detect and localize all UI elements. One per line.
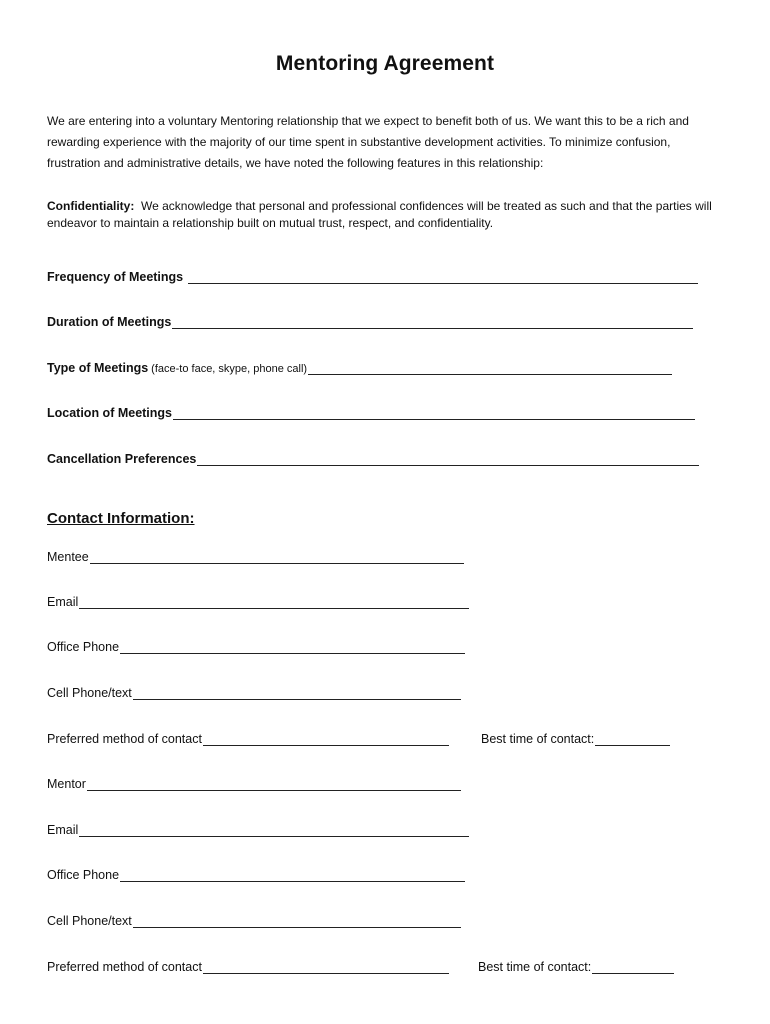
mentor-preferred-label: Preferred method of contact [47,960,202,974]
frequency-row [47,264,698,284]
mentor-preferred-row [47,954,449,974]
mentor-best-time-label: Best time of contact: [478,960,592,974]
document-title: Mentoring Agreement [275,52,495,75]
mentee-email-label: Email [47,595,79,609]
location-field[interactable] [173,407,695,420]
mentee-preferred-label: Preferred method of contact [47,732,202,746]
mentee-label: Mentee [47,550,89,564]
duration-row [47,309,693,329]
mentor-label: Mentor [47,777,86,791]
frequency-field[interactable] [188,271,698,284]
mentor-field[interactable] [87,778,461,791]
mentor-cell-phone-label: Cell Phone/text [47,914,132,928]
mentor-cell-phone-row [47,908,461,928]
mentor-office-phone-label: Office Phone [47,868,120,882]
mentor-email-row [47,817,469,837]
mentee-office-phone-field[interactable] [120,641,465,654]
type-hint: (face-to face, skype, phone call) [151,363,308,375]
confidentiality-text: We acknowledge that personal and professional confidences will be treated as such and that the parties will endeavor to maintain a relationship built on mutual trust, respect, and confidentiality. [47,199,712,230]
cancellation-label: Cancellation Preferences [47,452,197,466]
type-label: Type of Meetings [47,361,149,375]
mentor-email-field[interactable] [79,824,469,837]
mentee-preferred-row [47,726,449,746]
cancellation-field[interactable] [197,453,699,466]
cancellation-row [47,446,699,466]
mentor-row [47,771,461,791]
type-field[interactable] [308,362,672,375]
location-label: Location of Meetings [47,406,172,420]
type-row [47,355,672,375]
mentee-best-time-row [481,726,670,746]
mentor-best-time-row [478,954,674,974]
mentee-cell-phone-row [47,680,461,700]
mentee-row [47,544,464,564]
mentee-field[interactable] [90,551,464,564]
mentor-best-time-field[interactable] [592,961,674,974]
frequency-label: Frequency of Meetings [47,270,184,284]
mentee-email-row [47,589,469,609]
location-row [47,400,695,420]
mentor-preferred-field[interactable] [203,961,449,974]
mentee-office-phone-row [47,634,465,654]
mentor-cell-phone-field[interactable] [133,915,461,928]
mentor-office-phone-field[interactable] [120,869,465,882]
contact-heading: Contact Information: [47,510,195,527]
mentee-email-field[interactable] [79,596,469,609]
intro-paragraph: We are entering into a voluntary Mentoring relationship that we expect to benefit both of us. We want this to be a rich and rewarding experience with the majority of our time spent in substantive development activities. To minimize confusion, frustration and administrative details, we have noted the following features in this relationship: [47,114,689,170]
mentee-best-time-label: Best time of contact: [481,732,595,746]
confidentiality-label: Confidentiality: [47,199,135,213]
mentee-best-time-field[interactable] [595,733,670,746]
duration-label: Duration of Meetings [47,315,172,329]
mentor-email-label: Email [47,823,79,837]
confidentiality-paragraph [47,198,727,232]
mentee-cell-phone-label: Cell Phone/text [47,686,132,700]
mentor-office-phone-row [47,862,465,882]
mentee-preferred-field[interactable] [203,733,449,746]
mentee-office-phone-label: Office Phone [47,640,120,654]
mentee-cell-phone-field[interactable] [133,687,461,700]
duration-field[interactable] [172,316,693,329]
